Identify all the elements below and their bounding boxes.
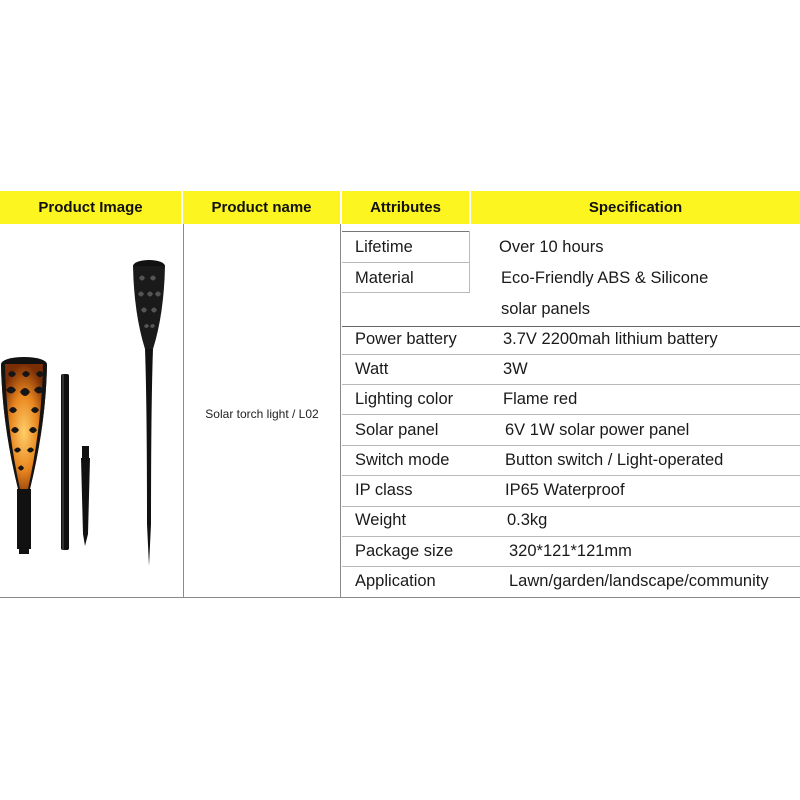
spec-watt: 3W [503,360,528,378]
attribute-lifetime: Lifetime [355,238,413,256]
spec-lighting-color: Flame red [503,390,578,408]
torch-light-assembled-icon [133,260,165,566]
row-divider [342,536,800,537]
header-attributes: Attributes [342,191,469,224]
torch-light-lit-icon [1,357,47,554]
row-divider [342,354,800,355]
spec-application: Lawn/garden/landscape/community [509,572,769,590]
attribute-package-size: Package size [355,542,454,560]
attribute-solar-panel: Solar panel [355,421,439,439]
attribute-application: Application [355,572,436,590]
attribute-power-battery: Power battery [355,330,457,348]
row-divider [342,262,470,263]
row-divider [342,414,800,415]
spec-power-battery: 3.7V 2200mah lithium battery [503,330,718,348]
attribute-material: Material [355,269,414,287]
product-image [0,224,183,598]
attribute-ip-class: IP class [355,481,413,499]
product-image-illustration [0,224,183,598]
extension-pole-icon [61,374,69,550]
spec-ip-class: IP65 Waterproof [505,481,625,499]
column-divider [469,231,470,293]
attribute-lighting-color: Lighting color [355,390,454,408]
header-row [0,191,800,224]
table-body [0,224,800,598]
row-divider [342,475,800,476]
row-divider [342,326,800,327]
spec-weight: 0.3kg [507,511,548,529]
row-divider [342,292,470,293]
row-divider [342,231,470,232]
row-divider [342,384,800,385]
attribute-switch-mode: Switch mode [355,451,450,469]
spec-lifetime: Over 10 hours [499,238,604,256]
header-product-name: Product name [183,191,340,224]
product-name-value: Solar torch light / L02 [205,407,319,421]
attribute-weight: Weight [355,511,407,529]
row-divider [342,566,800,567]
header-product-image: Product Image [0,191,181,224]
spec-switch-mode: Button switch / Light-operated [505,451,724,469]
spec-material-line2: solar panels [501,300,590,318]
spec-solar-panel: 6V 1W solar power panel [505,421,690,439]
spec-package-size: 320*121*121mm [509,542,632,560]
row-divider [342,445,800,446]
row-divider [342,506,800,507]
spec-material: Eco-Friendly ABS & Silicone [501,269,709,287]
column-divider [340,224,341,598]
attribute-watt: Watt [355,360,389,378]
ground-spike-icon [81,446,90,546]
header-specification: Specification [471,191,800,224]
